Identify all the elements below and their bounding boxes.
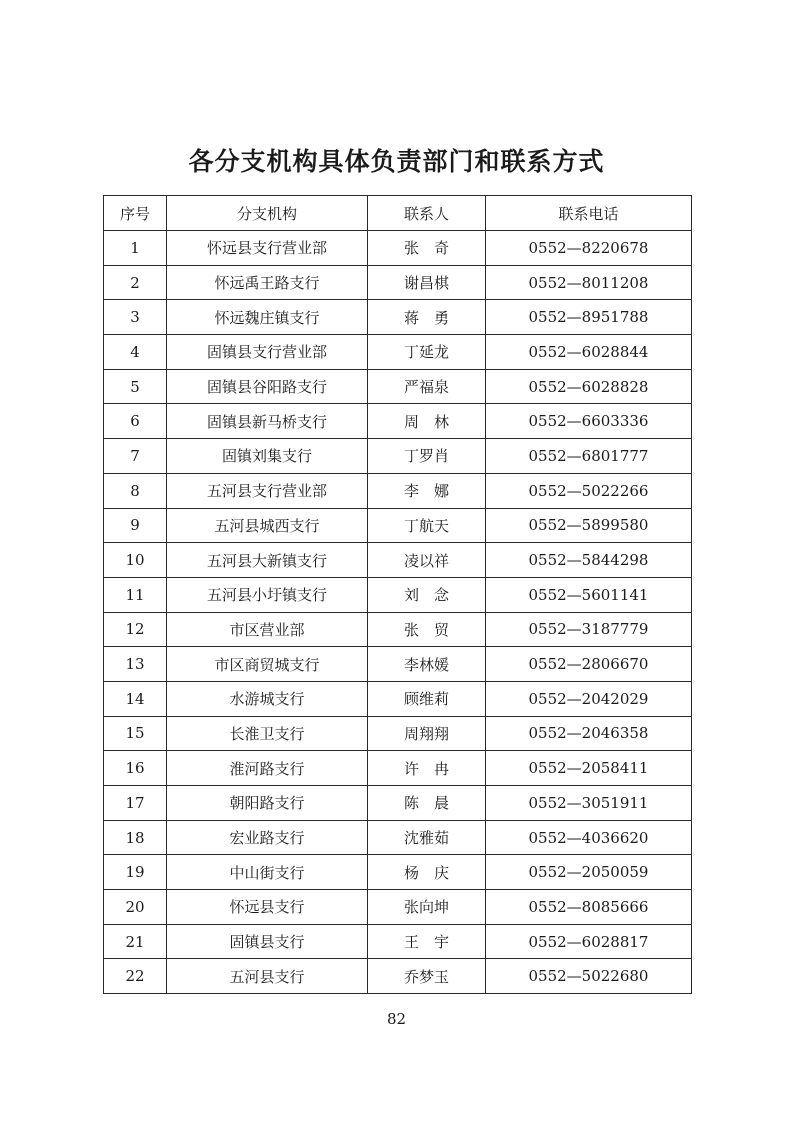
cell-contact: 丁罗肖 (368, 439, 486, 474)
cell-no: 10 (104, 543, 167, 578)
cell-phone: 0552—8011208 (486, 265, 692, 300)
cell-phone: 0552—5022680 (486, 959, 692, 994)
cell-contact: 乔梦玉 (368, 959, 486, 994)
cell-no: 16 (104, 751, 167, 786)
cell-contact: 张向坤 (368, 890, 486, 925)
cell-contact: 谢昌棋 (368, 265, 486, 300)
header-branch: 分支机构 (167, 196, 368, 231)
table-row (104, 716, 692, 751)
table-row (104, 890, 692, 925)
cell-branch: 水游城支行 (167, 681, 368, 716)
cell-phone: 0552—6801777 (486, 439, 692, 474)
cell-branch: 市区营业部 (167, 612, 368, 647)
cell-branch: 朝阳路支行 (167, 786, 368, 821)
cell-contact: 王 宇 (368, 924, 486, 959)
cell-no: 21 (104, 924, 167, 959)
table-row (104, 820, 692, 855)
cell-contact: 沈雅茹 (368, 820, 486, 855)
table-row (104, 543, 692, 578)
cell-branch: 中山街支行 (167, 855, 368, 890)
cell-no: 19 (104, 855, 167, 890)
cell-no: 5 (104, 369, 167, 404)
header-phone: 联系电话 (486, 196, 692, 231)
cell-branch: 固镇县支行营业部 (167, 335, 368, 370)
table-row (104, 577, 692, 612)
cell-branch: 怀远县支行营业部 (167, 231, 368, 266)
cell-phone: 0552—2042029 (486, 681, 692, 716)
document-title: 各分支机构具体负责部门和联系方式 (188, 147, 605, 176)
table-row (104, 959, 692, 994)
cell-phone: 0552—2806670 (486, 647, 692, 682)
cell-no: 15 (104, 716, 167, 751)
cell-contact: 张 贸 (368, 612, 486, 647)
header-no: 序号 (104, 196, 167, 231)
page-number: 82 (386, 1010, 407, 1028)
cell-phone: 0552—6028844 (486, 335, 692, 370)
cell-no: 1 (104, 231, 167, 266)
cell-no: 20 (104, 890, 167, 925)
cell-branch: 固镇刘集支行 (167, 439, 368, 474)
cell-phone: 0552—5601141 (486, 577, 692, 612)
cell-no: 22 (104, 959, 167, 994)
cell-contact: 顾维莉 (368, 681, 486, 716)
cell-contact: 周 林 (368, 404, 486, 439)
cell-branch: 五河县小圩镇支行 (167, 577, 368, 612)
table-row (104, 924, 692, 959)
cell-no: 6 (104, 404, 167, 439)
cell-no: 3 (104, 300, 167, 335)
cell-no: 8 (104, 473, 167, 508)
table-row (104, 265, 692, 300)
cell-phone: 0552—2046358 (486, 716, 692, 751)
table-row (104, 647, 692, 682)
table-row (104, 369, 692, 404)
cell-phone: 0552—4036620 (486, 820, 692, 855)
cell-contact: 周翔翔 (368, 716, 486, 751)
cell-phone: 0552—5022266 (486, 473, 692, 508)
cell-contact: 蒋 勇 (368, 300, 486, 335)
table-body (104, 231, 692, 994)
cell-branch: 固镇县新马桥支行 (167, 404, 368, 439)
cell-phone: 0552—8220678 (486, 231, 692, 266)
cell-phone: 0552—6603336 (486, 404, 692, 439)
cell-phone: 0552—5899580 (486, 508, 692, 543)
cell-phone: 0552—3187779 (486, 612, 692, 647)
cell-phone: 0552—5844298 (486, 543, 692, 578)
cell-branch: 怀远魏庄镇支行 (167, 300, 368, 335)
cell-no: 18 (104, 820, 167, 855)
cell-contact: 张 奇 (368, 231, 486, 266)
cell-contact: 陈 晨 (368, 786, 486, 821)
cell-branch: 怀远禹王路支行 (167, 265, 368, 300)
table-row (104, 231, 692, 266)
table-row (104, 404, 692, 439)
cell-no: 11 (104, 577, 167, 612)
cell-phone: 0552—6028817 (486, 924, 692, 959)
table-row (104, 473, 692, 508)
cell-no: 17 (104, 786, 167, 821)
cell-branch: 宏业路支行 (167, 820, 368, 855)
table-row (104, 300, 692, 335)
cell-branch: 五河县支行营业部 (167, 473, 368, 508)
table-row (104, 335, 692, 370)
table-row (104, 681, 692, 716)
cell-phone: 0552—2050059 (486, 855, 692, 890)
cell-phone: 0552—8951788 (486, 300, 692, 335)
cell-branch: 长淮卫支行 (167, 716, 368, 751)
branch-contact-table (103, 195, 692, 994)
cell-branch: 市区商贸城支行 (167, 647, 368, 682)
cell-branch: 怀远县支行 (167, 890, 368, 925)
cell-no: 13 (104, 647, 167, 682)
cell-no: 4 (104, 335, 167, 370)
cell-contact: 杨 庆 (368, 855, 486, 890)
cell-no: 7 (104, 439, 167, 474)
cell-contact: 丁航天 (368, 508, 486, 543)
cell-no: 2 (104, 265, 167, 300)
cell-branch: 五河县支行 (167, 959, 368, 994)
cell-branch: 固镇县支行 (167, 924, 368, 959)
table-row (104, 612, 692, 647)
table-row (104, 439, 692, 474)
cell-phone: 0552—8085666 (486, 890, 692, 925)
cell-branch: 固镇县谷阳路支行 (167, 369, 368, 404)
cell-no: 12 (104, 612, 167, 647)
cell-phone: 0552—6028828 (486, 369, 692, 404)
cell-branch: 五河县大新镇支行 (167, 543, 368, 578)
cell-contact: 李林媛 (368, 647, 486, 682)
table-row (104, 508, 692, 543)
cell-branch: 淮河路支行 (167, 751, 368, 786)
cell-contact: 许 冉 (368, 751, 486, 786)
table-header-row (104, 196, 692, 231)
cell-contact: 凌以祥 (368, 543, 486, 578)
cell-contact: 刘 念 (368, 577, 486, 612)
cell-branch: 五河县城西支行 (167, 508, 368, 543)
cell-phone: 0552—3051911 (486, 786, 692, 821)
header-contact: 联系人 (368, 196, 486, 231)
cell-phone: 0552—2058411 (486, 751, 692, 786)
cell-contact: 李 娜 (368, 473, 486, 508)
table-row (104, 786, 692, 821)
table-row (104, 855, 692, 890)
cell-no: 14 (104, 681, 167, 716)
cell-no: 9 (104, 508, 167, 543)
cell-contact: 丁延龙 (368, 335, 486, 370)
table-row (104, 751, 692, 786)
cell-contact: 严福泉 (368, 369, 486, 404)
